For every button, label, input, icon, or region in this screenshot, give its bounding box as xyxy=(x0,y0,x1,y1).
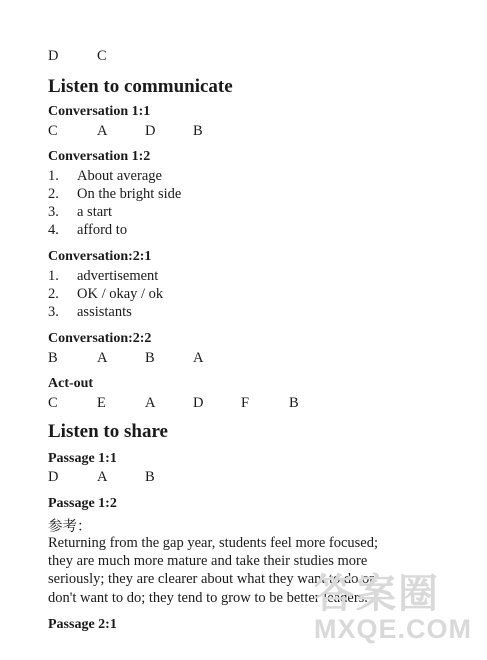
answer-letter: B xyxy=(48,350,58,366)
answer-letter: B xyxy=(145,350,155,366)
answer-letter: D xyxy=(193,395,204,411)
answer-letter: A xyxy=(97,469,108,485)
answer-letter: C xyxy=(48,395,58,411)
watermark-url: MXQE.COM xyxy=(314,614,473,644)
reference-answer-line: they are much more mature and take their studies more xyxy=(48,553,368,569)
reference-label: 参考： xyxy=(48,519,92,535)
conversation-2-2-title: Conversation:2:2 xyxy=(48,331,152,346)
section-heading-listen-to-communicate: Listen to communicate xyxy=(48,76,233,97)
answer-letter: F xyxy=(241,395,250,411)
watermark-cn: 答案圈 xyxy=(314,572,440,616)
answer-letter: B xyxy=(193,123,203,139)
answer-letter: A xyxy=(97,123,108,139)
passage-1-2-title: Passage 1:2 xyxy=(48,496,117,511)
reference-answer-line: Returning from the gap year, students feel more focused; xyxy=(48,535,378,551)
conversation-2-1-title: Conversation:2:1 xyxy=(48,249,152,264)
passage-1-1-title: Passage 1:1 xyxy=(48,451,117,466)
answer-letter: C xyxy=(97,48,107,64)
answer-letter: A xyxy=(97,350,108,366)
answer-letter: D xyxy=(145,123,156,139)
conversation-1-2-title: Conversation 1:2 xyxy=(48,149,151,164)
answer-letter: C xyxy=(48,123,58,139)
answer-letter: B xyxy=(145,469,155,485)
reference-answer-line: seriously; they are clearer about what they want to do or xyxy=(48,571,375,587)
watermark-logo xyxy=(306,558,482,654)
answer-letter: A xyxy=(145,395,156,411)
answer-letter: D xyxy=(48,469,59,485)
conversation-1-1-title: Conversation 1:1 xyxy=(48,104,151,119)
answer-letter: A xyxy=(193,350,204,366)
answer-letter: D xyxy=(48,48,59,64)
passage-2-1-title: Passage 2:1 xyxy=(48,617,117,632)
answer-letter: B xyxy=(289,395,299,411)
act-out-title: Act-out xyxy=(48,376,94,391)
reference-answer-line: don't want to do; they tend to grow to be better leaders. xyxy=(48,590,368,606)
section-heading-listen-to-share: Listen to share xyxy=(48,421,168,442)
answer-letter: E xyxy=(97,395,106,411)
